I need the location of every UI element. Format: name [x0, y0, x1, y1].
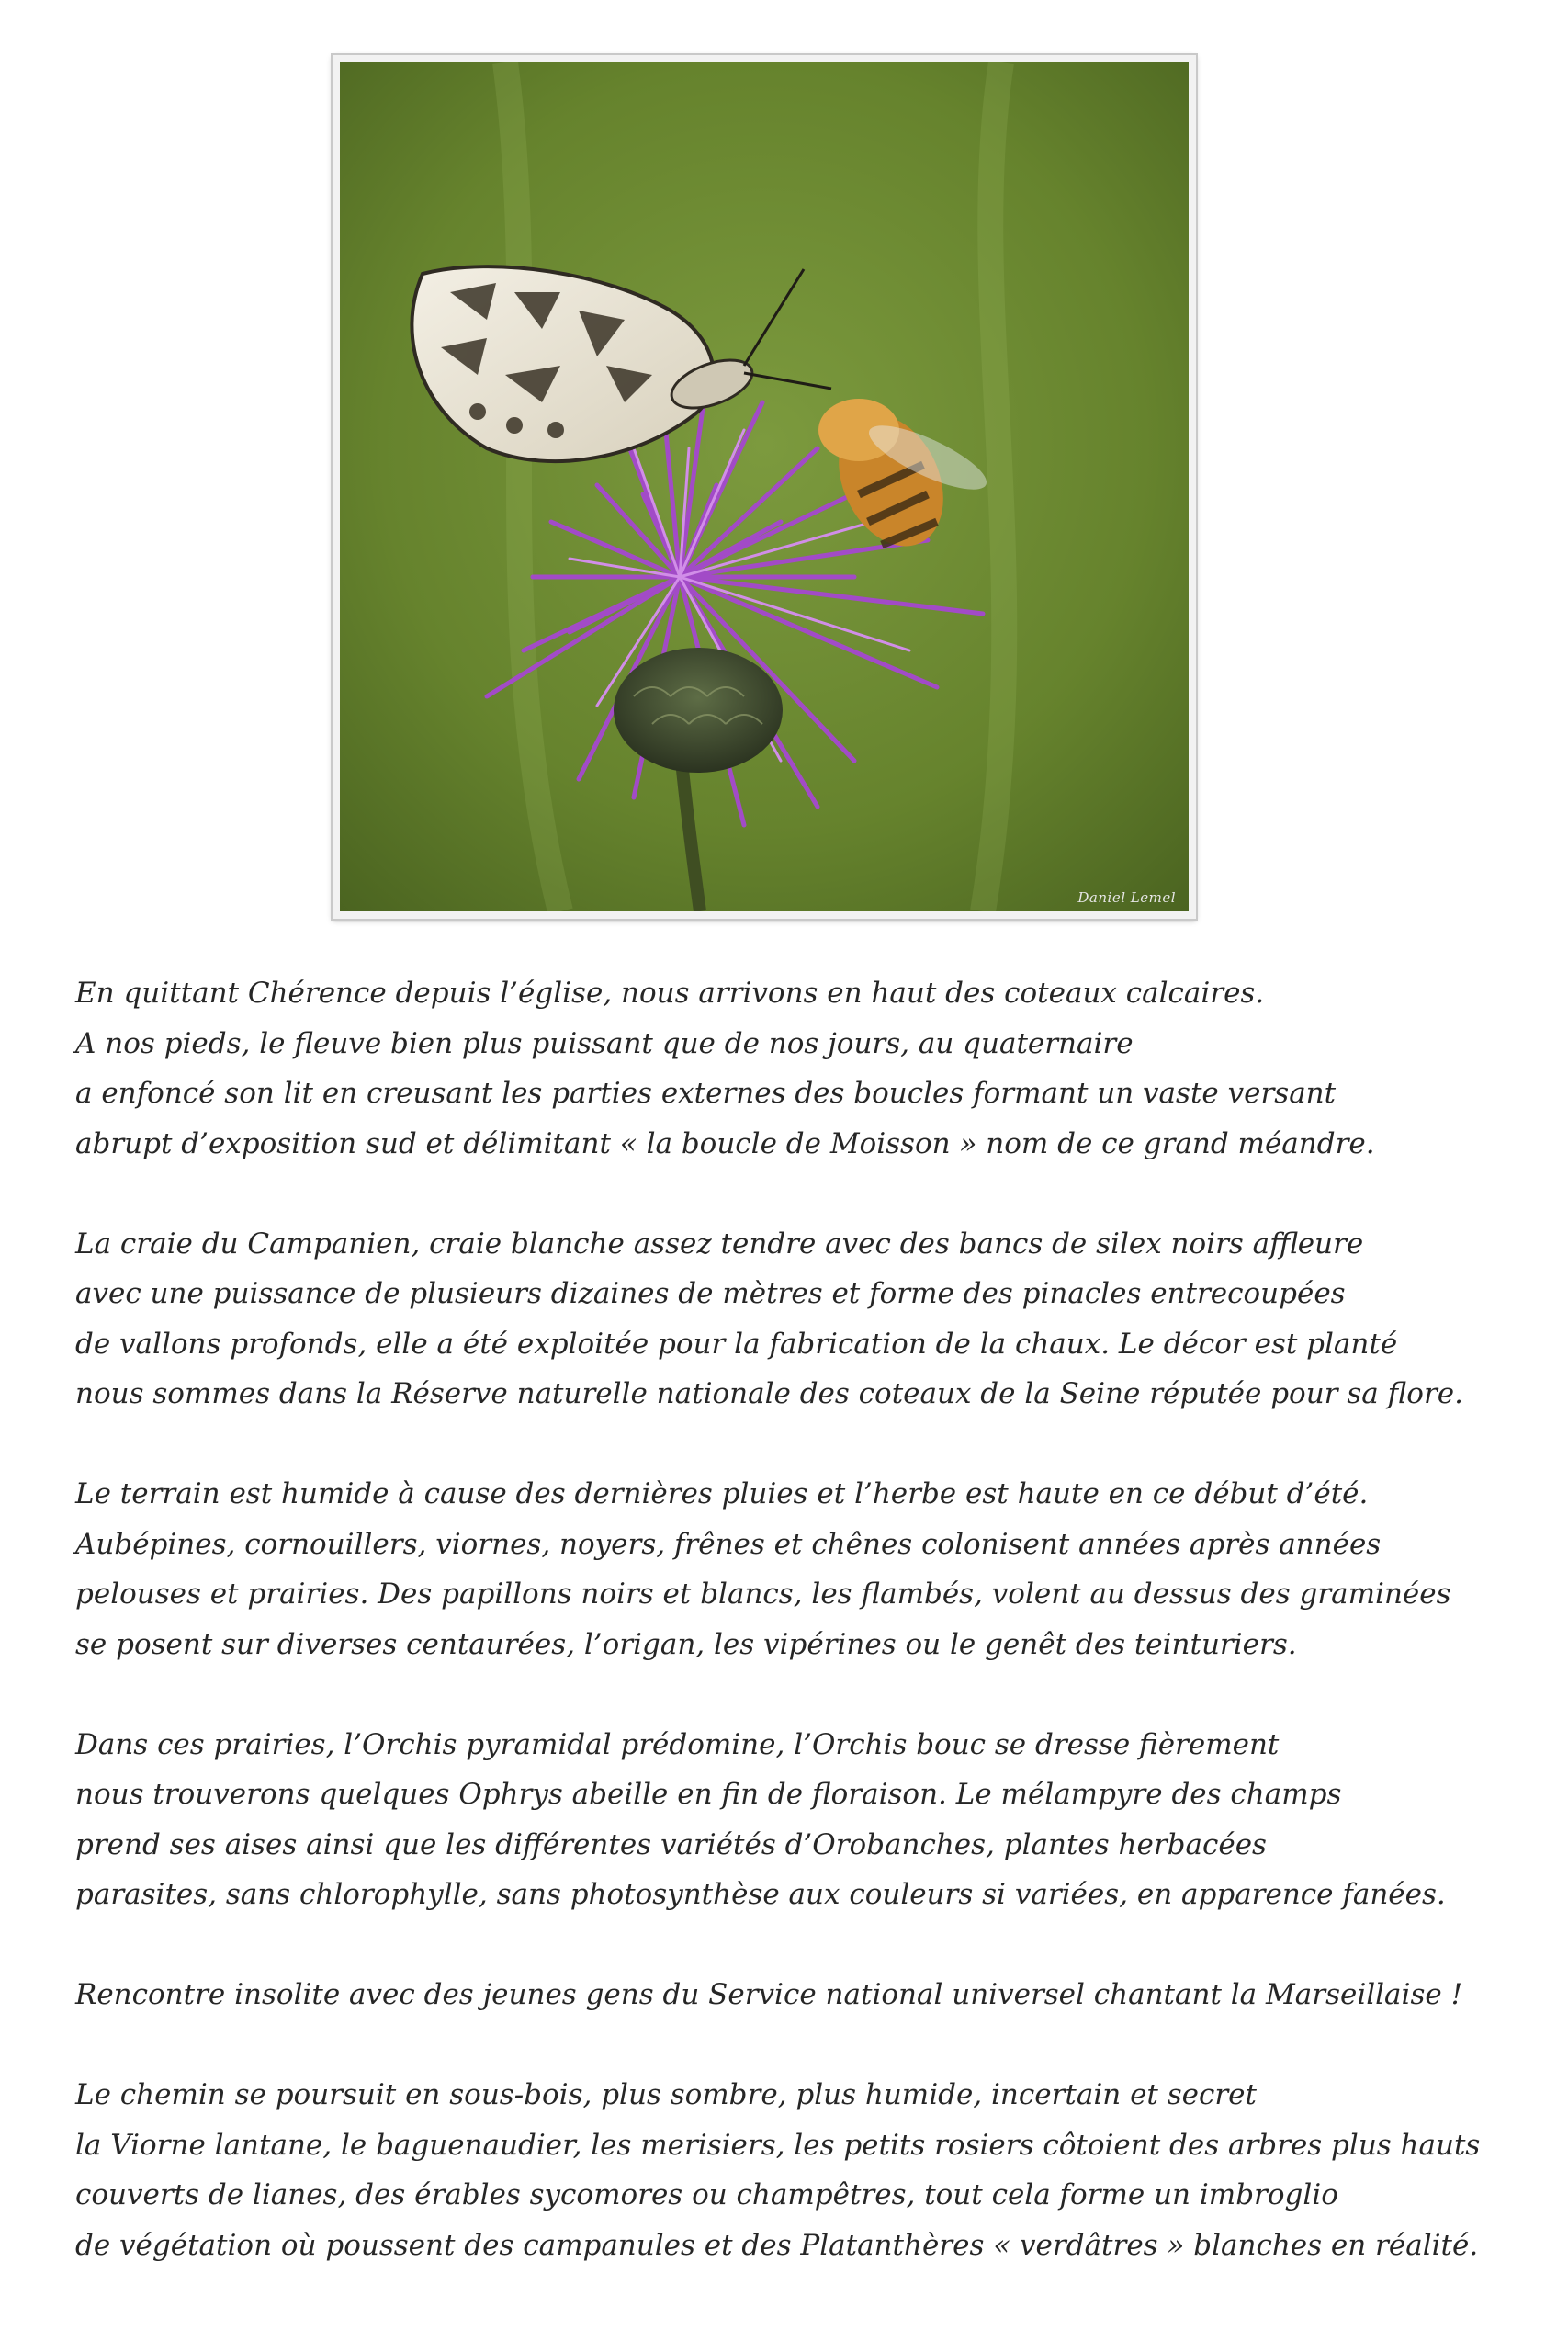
text-line: nous sommes dans la Réserve naturelle nationale des coteaux de la Seine réputée pour sa flore. — [75, 1377, 1463, 1410]
paragraph — [75, 2070, 1545, 2270]
text-line: la Viorne lantane, le baguenaudier, les merisiers, les petits rosiers côtoient des arbres plus hauts — [75, 2128, 1481, 2162]
paragraph — [75, 1219, 1545, 1419]
text-line: Rencontre insolite avec des jeunes gens du Service national universel chantant la Marseillaise ! — [75, 1978, 1463, 2011]
text-line: Le terrain est humide à cause des dernières pluies et l’herbe est haute en ce début d’été. — [75, 1477, 1369, 1510]
text-line: La craie du Campanien, craie blanche assez tendre avec des bancs de silex noirs affleure — [75, 1227, 1364, 1261]
butterfly-bee-thistle-photo — [340, 62, 1189, 911]
text-line: de vallons profonds, elle a été exploitée pour la fabrication de la chaux. Le décor est planté — [75, 1327, 1398, 1361]
article-text — [75, 968, 1545, 2321]
text-line: se posent sur diverses centaurées, l’origan, les vipérines ou le genêt des teinturiers. — [75, 1627, 1297, 1661]
paragraph — [75, 968, 1545, 1169]
text-line: parasites, sans chlorophylle, sans photosynthèse aux couleurs si variées, en apparence fanées. — [75, 1878, 1446, 1911]
text-line: nous trouverons quelques Ophrys abeille en fin de floraison. Le mélampyre des champs — [75, 1778, 1342, 1811]
text-line: a enfoncé son lit en creusant les parties externes des boucles formant un vaste versant — [75, 1077, 1337, 1110]
text-line: A nos pieds, le fleuve bien plus puissant que de nos jours, au quaternaire — [75, 1026, 1134, 1060]
text-line: En quittant Chérence depuis l’église, nous arrivons en haut des coteaux calcaires. — [75, 977, 1265, 1010]
text-line: pelouses et prairies. Des papillons noirs et blancs, les flambés, volent au dessus des graminées — [75, 1577, 1451, 1611]
text-line: avec une puissance de plusieurs dizaines de mètres et forme des pinacles entrecoupées — [75, 1277, 1346, 1310]
paragraph — [75, 1970, 1545, 2020]
text-line: de végétation où poussent des campanules et des Platanthères « verdâtres » blanches en réalité. — [75, 2228, 1479, 2262]
text-line: Aubépines, cornouillers, viornes, noyers, frênes et chênes colonisent années après années — [75, 1527, 1382, 1561]
photo-frame — [333, 55, 1196, 919]
text-line: Le chemin se poursuit en sous-bois, plus sombre, plus humide, incertain et secret — [75, 2078, 1257, 2111]
text-line: prend ses aises ainsi que les différentes variétés d’Orobanches, plantes herbacées — [75, 1827, 1267, 1861]
paragraph — [75, 1720, 1545, 1920]
paragraph — [75, 1469, 1545, 1669]
text-line: Dans ces prairies, l’Orchis pyramidal prédomine, l’Orchis bouc se dresse fièrement — [75, 1727, 1280, 1761]
photo-signature: Daniel Lemel — [1077, 889, 1176, 906]
text-line: abrupt d’exposition sud et délimitant « la boucle de Moisson » nom de ce grand méandre. — [75, 1126, 1375, 1160]
text-line: couverts de lianes, des érables sycomores ou champêtres, tout cela forme un imbroglio — [75, 2178, 1338, 2211]
